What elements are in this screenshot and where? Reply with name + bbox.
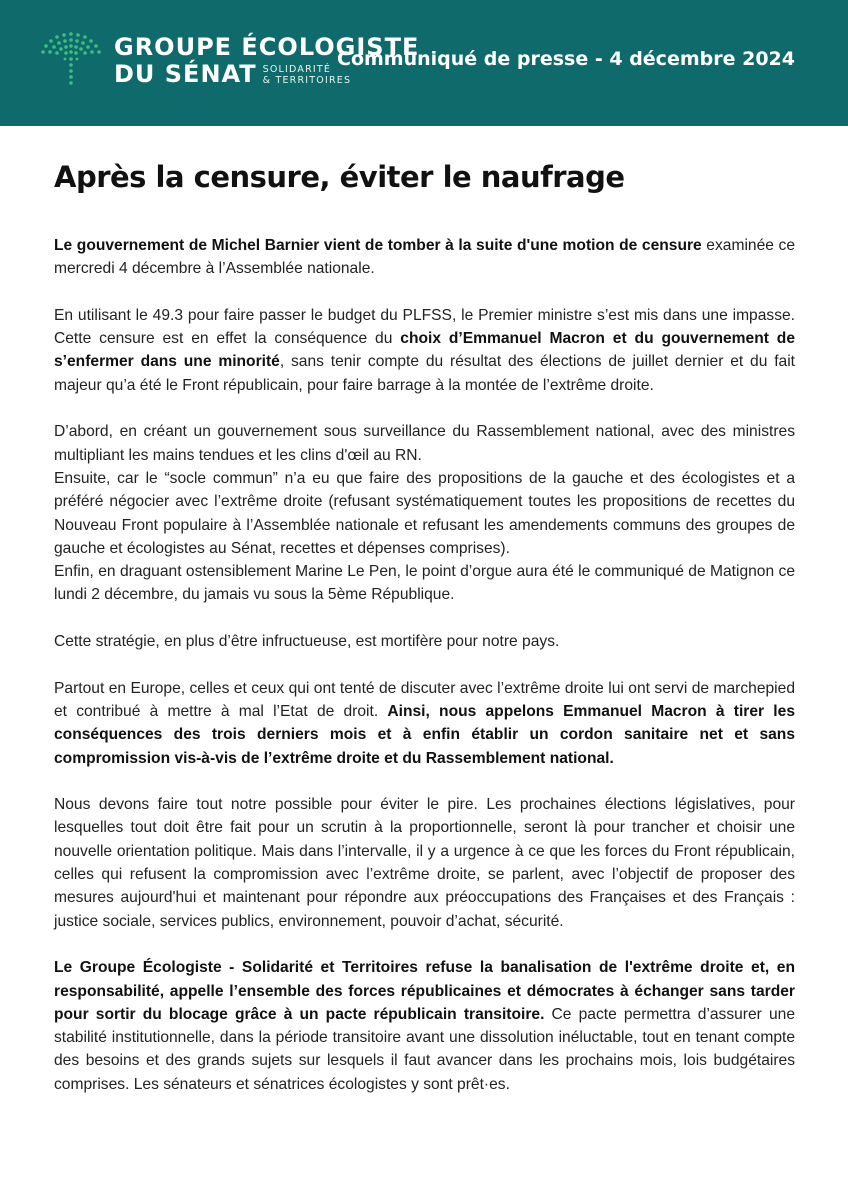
press-release-date: Communiqué de presse - 4 décembre 2024 (337, 48, 795, 70)
paragraph-text: En utilisant le 49.3 pour faire passer le budget du PLFSS, le Premier ministre s’est mis dans une impasse. Cette censure est en effet la conséquence du (54, 306, 795, 348)
page-header (0, 0, 848, 126)
hemicycle-logo-icon (40, 26, 102, 88)
paragraph (54, 304, 795, 397)
bold-text: Le Groupe Écologiste - Solidarité et Territoires refuse la banalisation de l'extrême droite et, en responsabilité, appelle l’ensemble des forces républicaines et démocrates à échanger sans tarder pour sortir du blocage grâce à un pacte républicain transitoire. (54, 959, 795, 1023)
paragraph: D’abord, en créant un gouvernement sous surveillance du Rassemblement national, avec des ministres multipliant les mains tendues et les clins d'œil au RN. (54, 423, 795, 464)
paragraph-text: , sans tenir compte du résultat des élections de juillet dernier et du fait majeur qu’a été le Front républicain, pour faire barrage à la montée de l’extrême droite. (54, 353, 795, 394)
paragraph (54, 234, 795, 281)
paragraph (54, 956, 795, 1096)
bold-text: choix d’Emmanuel Macron et du gouvernement de s’enfermer dans une minorité (54, 330, 796, 371)
page-title: Après la censure, éviter le naufrage (54, 160, 625, 194)
paragraph: Nous devons faire tout notre possible pour éviter le pire. Les prochaines élections législatives, pour lesquelles tout doit être fait pour un scrutin à la proportionnelle, seront là pour trancher et choisir une nouvelle orientation politique. Mais dans l’intervalle, il y a urgence à ce que les forces du Front républicain, celles qui refusent la compromission avec l’extrême droite, se parlent, avec l’objectif de proposer des mesures aujourd'hui et maintenant pour répondre aux préoccupations des Françaises et des Français : justice sociale, services publics, environnement, pouvoir d’achat, sécurité. (54, 796, 795, 930)
org-subtitle-line1: SOLIDARITÉ (262, 64, 332, 75)
paragraph-text: examinée ce mercredi 4 décembre à l’Assemblée nationale. (54, 237, 795, 278)
org-name-line1: GROUPE ÉCOLOGISTE (114, 33, 420, 61)
org-name-line2: DU SÉNAT (114, 60, 257, 88)
paragraph: Ensuite, car le “socle commun” n’a eu que faire des propositions de la gauche et des écologistes et a préféré négocier avec l’extrême droite (refusant systématiquement toutes les propositions de recettes du Nouveau Front populaire à l’Assemblée nationale et refusant les amendements communs des groupes de gauche et écologistes au Sénat, recettes et dépenses comprises). (54, 469, 795, 557)
paragraph-text: Ce pacte permettra d’assurer une stabilité institutionnelle, dans la période transitoire avant une dissolution inéluctable, tout en tenant compte des besoins et des grands sujets sur lesquels il faut avancer dans les prochains mois, lois budgétaires comprises. Les sénateurs et sénatrices écologistes y sont prêt·es. (54, 1005, 795, 1093)
paragraph-text: Partout en Europe, celles et ceux qui ont tenté de discuter avec l’extrême droite lui ont servi de marchepied et contribué à mettre à mal l’Etat de droit. (54, 679, 795, 720)
bold-text: Ainsi, nous appelons Emmanuel Macron à tirer les conséquences des trois derniers mois et à enfin établir un cordon sanitaire net et sans compromission vis-à-vis de l’extrême droite et du Rassemblement national. (54, 702, 795, 767)
paragraph: Cette stratégie, en plus d’être infructueuse, est mortifère pour notre pays. (54, 633, 560, 651)
bold-text: Le gouvernement de Michel Barnier vient de tomber à la suite d'une motion de censure (54, 237, 702, 254)
article-body (54, 234, 795, 1096)
paragraph (54, 677, 795, 770)
paragraph: Enfin, en draguant ostensiblement Marine Le Pen, le point d’orgue aura été le communiqué de Matignon ce lundi 2 décembre, du jamais vu sous la 5ème République. (54, 563, 795, 604)
org-subtitle-line2: & TERRITOIRES (262, 75, 352, 86)
